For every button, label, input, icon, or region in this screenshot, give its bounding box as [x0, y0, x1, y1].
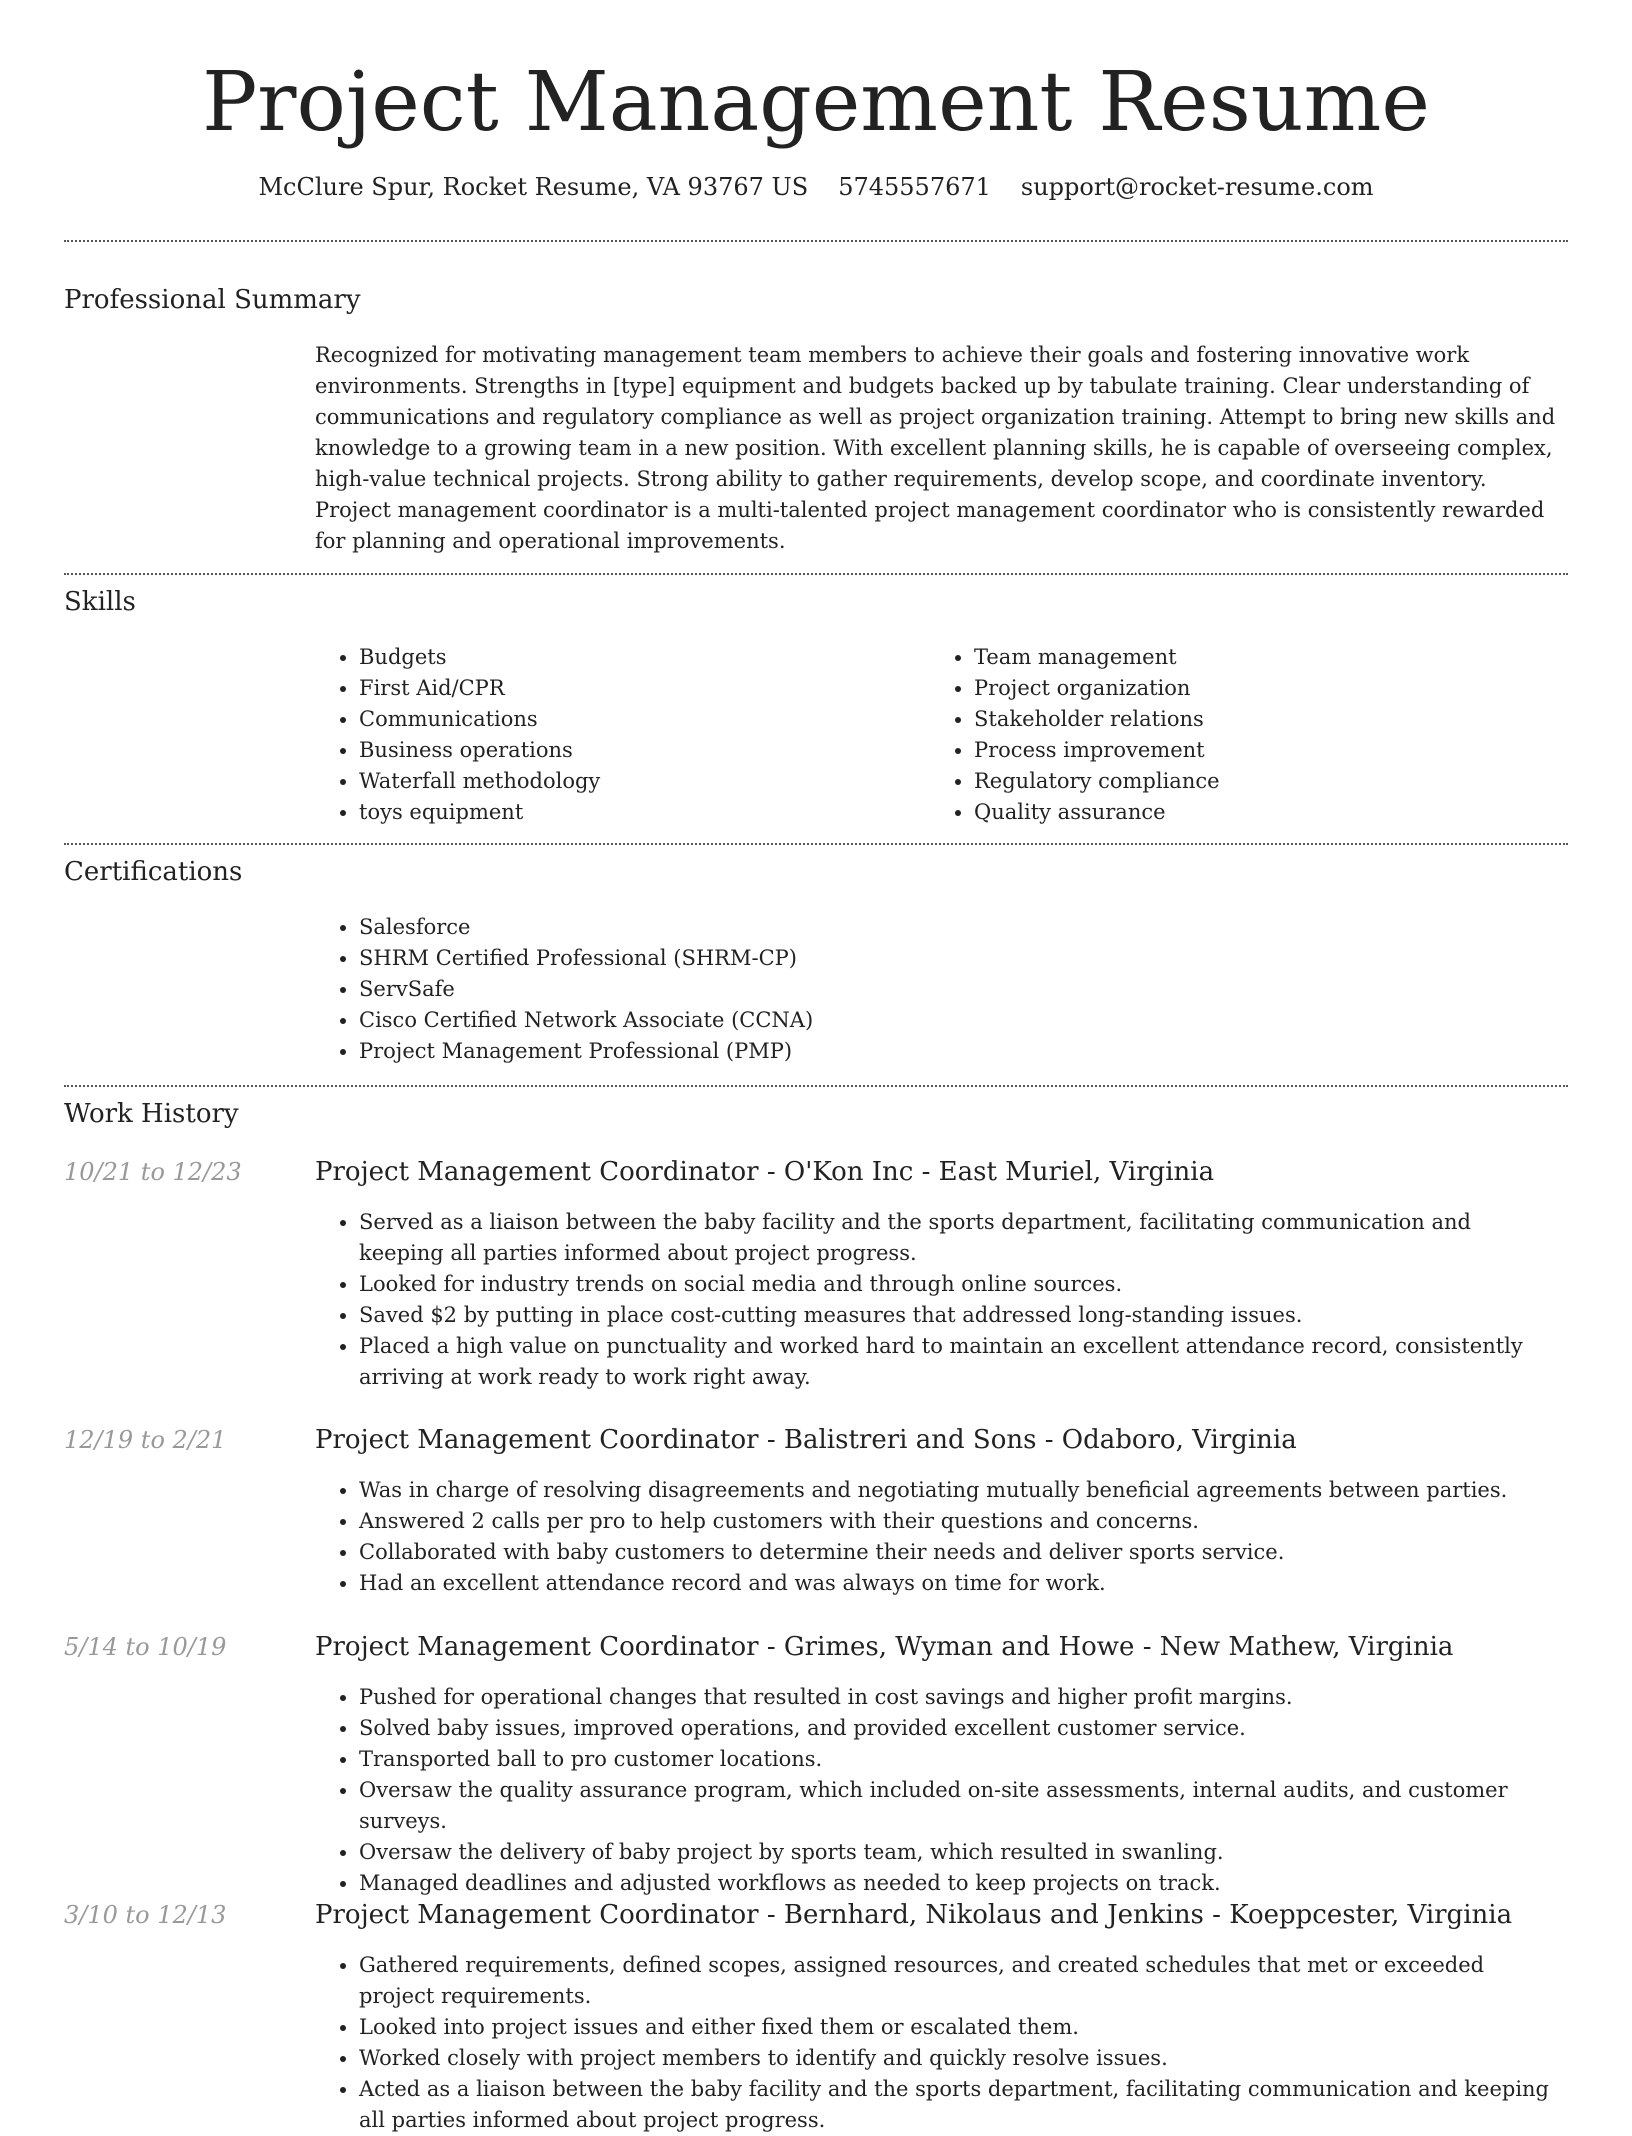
- job-bullet-list: [315, 1682, 1560, 1899]
- job-title: Project Management Coordinator - Grimes, Wyman and Howe - New Mathew, Virginia: [315, 1632, 1454, 1662]
- resume-name: Project Management Resume: [202, 55, 1430, 150]
- skills-left-column: [315, 642, 895, 828]
- section-title-certifications: Certifications: [64, 857, 243, 887]
- contact-phone: 5745557671: [838, 173, 991, 201]
- certifications-block: [315, 912, 1560, 1067]
- job-title: Project Management Coordinator - Bernhard, Nikolaus and Jenkins - Koeppcester, Virginia: [315, 1900, 1513, 1930]
- skill-item: • Quality assurance: [974, 797, 1510, 828]
- job-title: Project Management Coordinator - O'Kon Inc - East Muriel, Virginia: [315, 1157, 1215, 1187]
- job-responsibilities: [315, 1207, 1560, 1393]
- contact-address: McClure Spur, Rocket Resume, VA 93767 US: [258, 173, 809, 201]
- job-bullet: • Oversaw the quality assurance program, which included on-site assessments, internal audits, and customer surveys.: [359, 1775, 1560, 1837]
- certification-item: • Salesforce: [359, 912, 1560, 943]
- job-dates: 10/21 to 12/23: [64, 1158, 242, 1186]
- certification-item: • Cisco Certified Network Associate (CCNA): [359, 1005, 1560, 1036]
- job-bullet: • Had an excellent attendance record and was always on time for work.: [359, 1568, 1560, 1599]
- certifications-list: [315, 912, 1560, 1067]
- contact-line: [0, 170, 1632, 204]
- skill-item: • Waterfall methodology: [359, 766, 895, 797]
- skill-item: • First Aid/CPR: [359, 673, 895, 704]
- skills-right-list: [930, 642, 1510, 828]
- skills-left-list: [315, 642, 895, 828]
- skill-item: • Process improvement: [974, 735, 1510, 766]
- job-bullet: • Worked closely with project members to identify and quickly resolve issues.: [359, 2043, 1560, 2074]
- job-bullet: • Answered 2 calls per pro to help customers with their questions and concerns.: [359, 1506, 1560, 1537]
- skill-item: • Stakeholder relations: [974, 704, 1510, 735]
- job-bullet: • Was in charge of resolving disagreements and negotiating mutually beneficial agreements between parties.: [359, 1475, 1560, 1506]
- divider: [64, 843, 1568, 845]
- section-title-skills: Skills: [64, 587, 136, 617]
- certification-item: • ServSafe: [359, 974, 1560, 1005]
- skill-item: • Business operations: [359, 735, 895, 766]
- job-responsibilities: [315, 1475, 1560, 1599]
- job-bullet: • Placed a high value on punctuality and worked hard to maintain an excellent attendance record, consistently arriving at work ready to work right away.: [359, 1331, 1560, 1393]
- skill-item: • Communications: [359, 704, 895, 735]
- skills-right-column: [930, 642, 1510, 828]
- section-title-work-history: Work History: [64, 1099, 239, 1129]
- job-bullet: • Managed deadlines and adjusted workflows as needed to keep projects on track.: [359, 1868, 1560, 1899]
- skill-item: • toys equipment: [359, 797, 895, 828]
- contact-email: support@rocket-resume.com: [1020, 173, 1374, 201]
- job-bullet: • Transported ball to pro customer locations.: [359, 1744, 1560, 1775]
- summary-block: [315, 340, 1560, 557]
- skill-item: • Project organization: [974, 673, 1510, 704]
- certification-item: • SHRM Certified Professional (SHRM-CP): [359, 943, 1560, 974]
- divider: [64, 240, 1568, 242]
- job-dates: 12/19 to 2/21: [64, 1426, 227, 1454]
- section-title-summary: Professional Summary: [64, 285, 361, 315]
- job-bullet: • Acted as a liaison between the baby facility and the sports department, facilitating communication and keeping all parties informed about project progress.: [359, 2074, 1560, 2136]
- job-bullet: • Looked into project issues and either fixed them or escalated them.: [359, 2012, 1560, 2043]
- job-bullet: • Gathered requirements, defined scopes, assigned resources, and created schedules that met or exceeded project requirements.: [359, 1950, 1560, 2012]
- job-dates: 5/14 to 10/19: [64, 1633, 227, 1661]
- summary-text: Recognized for motivating management team members to achieve their goals and fostering innovative work environments. Strengths in [type] equipment and budgets backed up by tabulate training. Clear understanding of communications and regulatory compliance as well as project organization training. Attempt to bring new skills and knowledge to a growing team in a new position. With excellent planning skills, he is capable of overseeing complex, high-value technical projects. Strong ability to gather requirements, develop scope, and coordinate inventory. Project management coordinator is a multi-talented project management coordinator who is consistently rewarded for planning and operational improvements.: [315, 343, 1556, 553]
- certification-item: • Project Management Professional (PMP): [359, 1036, 1560, 1067]
- job-bullet: • Looked for industry trends on social media and through online sources.: [359, 1269, 1560, 1300]
- job-bullet: • Saved $2 by putting in place cost-cutting measures that addressed long-standing issues.: [359, 1300, 1560, 1331]
- skill-item: • Team management: [974, 642, 1510, 673]
- job-bullet: • Solved baby issues, improved operations, and provided excellent customer service.: [359, 1713, 1560, 1744]
- skill-item: • Budgets: [359, 642, 895, 673]
- job-bullet-list: [315, 1950, 1560, 2136]
- job-bullet: • Collaborated with baby customers to determine their needs and deliver sports service.: [359, 1537, 1560, 1568]
- job-responsibilities: [315, 1682, 1560, 1899]
- divider: [64, 573, 1568, 575]
- divider: [64, 1085, 1568, 1087]
- job-bullet: • Oversaw the delivery of baby project by sports team, which resulted in swanling.: [359, 1837, 1560, 1868]
- job-bullet-list: [315, 1207, 1560, 1393]
- job-bullet: • Pushed for operational changes that resulted in cost savings and higher profit margins.: [359, 1682, 1560, 1713]
- job-dates: 3/10 to 12/13: [64, 1901, 227, 1929]
- job-bullet-list: [315, 1475, 1560, 1599]
- job-responsibilities: [315, 1950, 1560, 2136]
- job-title: Project Management Coordinator - Balistreri and Sons - Odaboro, Virginia: [315, 1425, 1297, 1455]
- job-bullet: • Served as a liaison between the baby facility and the sports department, facilitating communication and keeping all parties informed about project progress.: [359, 1207, 1560, 1269]
- skill-item: • Regulatory compliance: [974, 766, 1510, 797]
